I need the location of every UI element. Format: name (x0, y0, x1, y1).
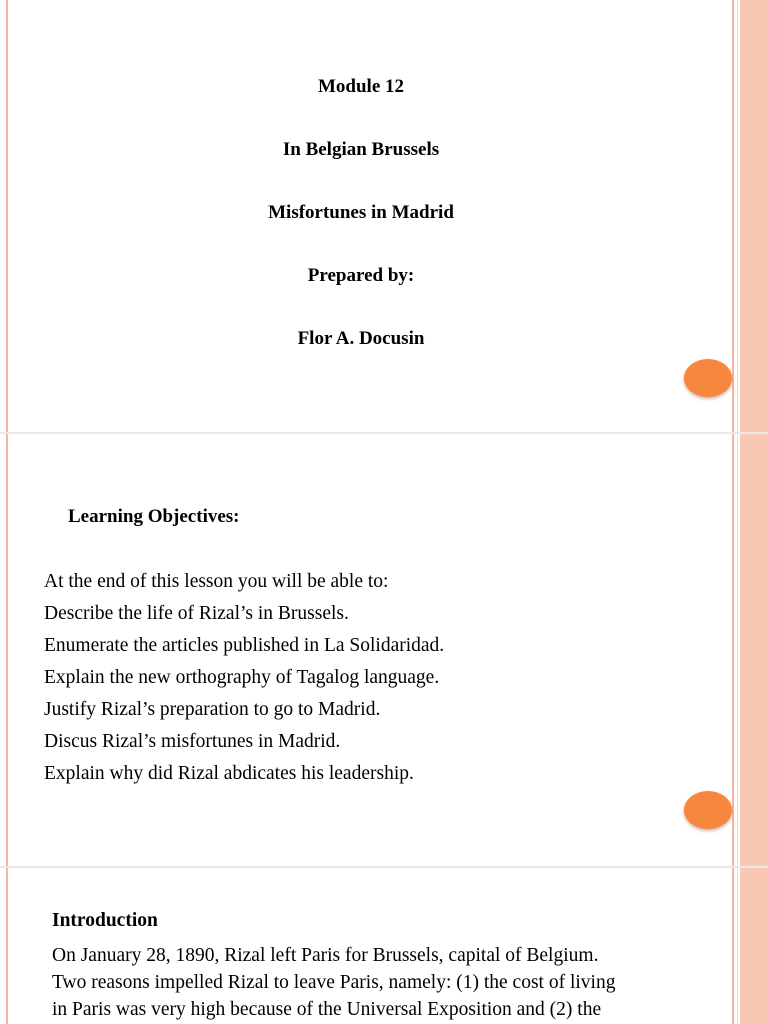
objective-item: Discus Rizal’s misfortunes in Madrid. (44, 731, 341, 752)
title-block (0, 72, 722, 387)
frame-right-line (732, 868, 734, 1024)
objectives-list (44, 566, 684, 790)
frame-right-line (732, 0, 734, 432)
module-title: Module 12 (317, 76, 405, 97)
frame-right-line-thin (737, 0, 738, 432)
objective-item: At the end of this lesson you will be able to: (44, 571, 389, 592)
subtitle-brussels: In Belgian Brussels (282, 139, 440, 160)
intro-line: On January 28, 1890, Rizal left Paris for Brussels, capital of Belgium. (52, 945, 599, 966)
objective-item: Enumerate the articles published in La Solidaridad. (44, 635, 445, 656)
intro-line: in Paris was very high because of the Universal Exposition and (2) the (52, 999, 602, 1020)
introduction-text (52, 942, 712, 1023)
objective-item: Justify Rizal’s preparation to go to Madrid. (44, 699, 381, 720)
objectives-slide (0, 434, 768, 866)
objectives-heading: Learning Objectives: (68, 506, 240, 527)
objective-item: Explain the new orthography of Tagalog language. (44, 667, 440, 688)
orange-circle-decoration (684, 359, 732, 397)
frame-left-line (6, 434, 8, 866)
objective-item: Explain why did Rizal abdicates his leadership. (44, 763, 414, 784)
frame-right-band (740, 434, 768, 866)
frame-right-band (740, 0, 768, 432)
subtitle-madrid: Misfortunes in Madrid (268, 202, 454, 223)
frame-right-band (740, 868, 768, 1024)
objective-item: Describe the life of Rizal’s in Brussels. (44, 603, 349, 624)
frame-right-line-thin (737, 434, 738, 866)
author-name: Flor A. Docusin (297, 328, 425, 349)
introduction-slide (0, 868, 768, 1024)
prepared-by-label: Prepared by: (307, 265, 415, 286)
orange-circle-decoration (684, 791, 732, 829)
frame-right-line (732, 434, 734, 866)
intro-line: Two reasons impelled Rizal to leave Paris, namely: (1) the cost of living (52, 972, 616, 993)
frame-right-line-thin (737, 868, 738, 1024)
introduction-heading: Introduction (52, 910, 158, 931)
frame-left-line (6, 868, 8, 1024)
title-slide (0, 0, 768, 432)
